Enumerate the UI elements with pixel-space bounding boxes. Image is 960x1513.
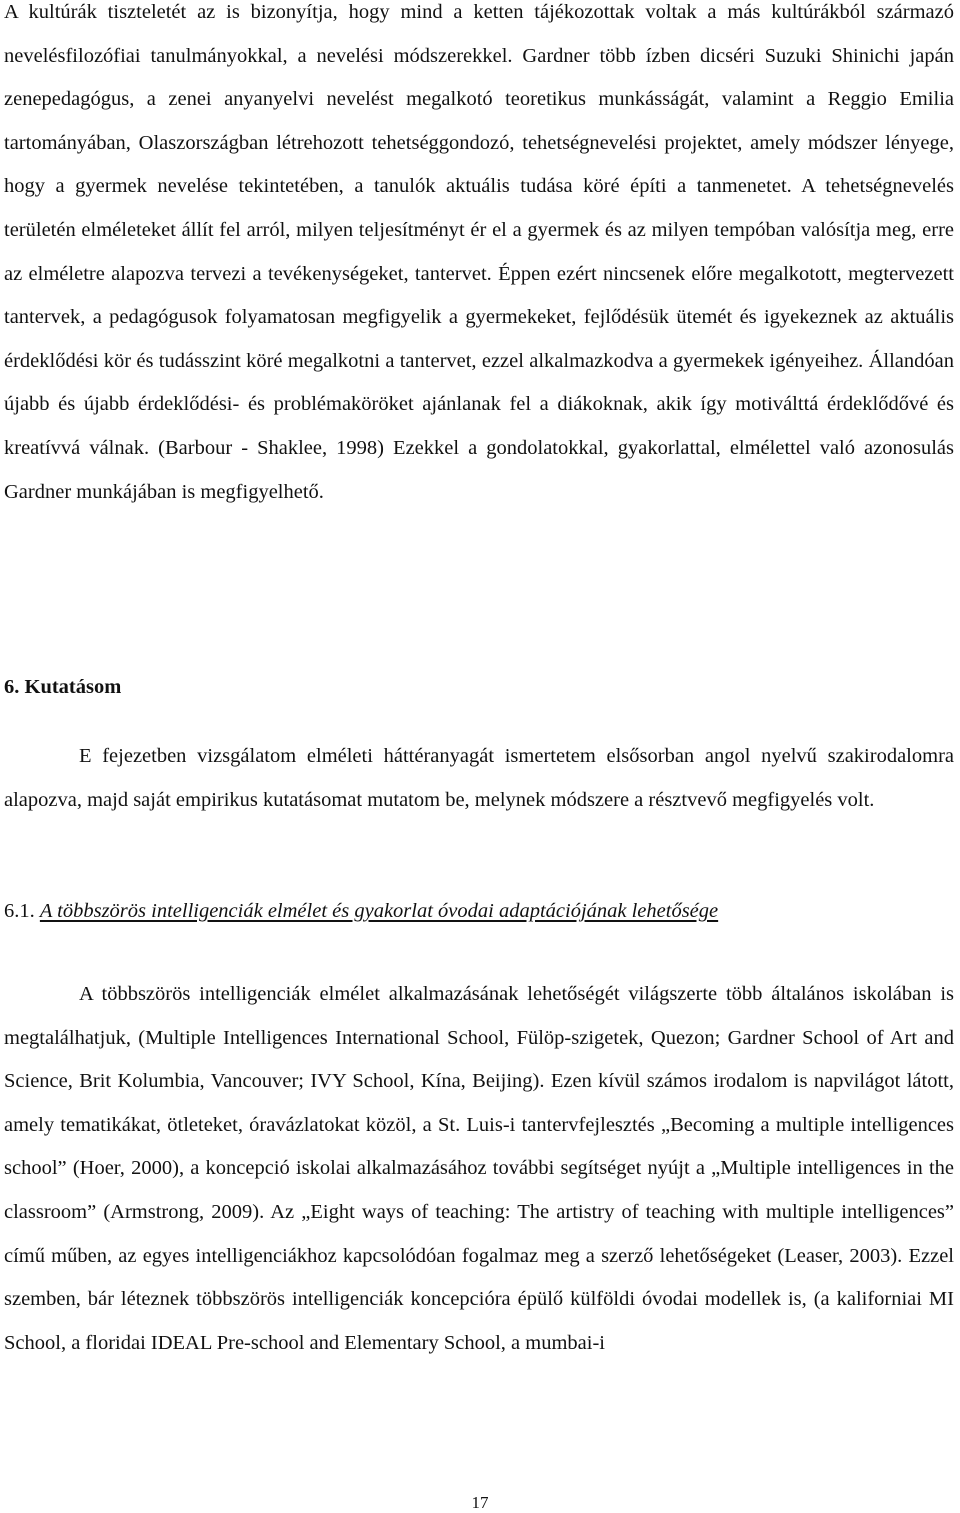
paragraph-3: A többszörös intelligenciák elmélet alkalmazásának lehetőségét világszerte több általános iskolában is megtalálhatjuk, (Multiple Intelligences International School, Fülöp-szigetek, Quezon; Gardner School of Art and Science, Brit Kolumbia, Vancouver; IVY School, Kína, Beijing). Ezen kívül számos irodalom is napvilágot látott, amely tematikákat, ötleteket, óravázlatokat közöl, a St. Luis-i tantervfejlesztés „Becoming a multiple intelligences school” (Hoer, 2000), a koncepció iskolai alkalmazásához további segítséget nyújt a „Multiple intelligences in the classroom” (Armstrong, 2009). Az „Eight ways of teaching: The artistry of teaching with multiple intelligences” című műben, az egyes intelligenciákhoz kapcsolódóan fogalmaz meg a szerző lehetőségeket (Leaser, 2003). Ezzel szemben, bár léteznek többszörös intelligenciák koncepcióra épülő külföldi óvodai modellek is, (a kaliforniai MI School, a floridai IDEAL Pre-school and Elementary School, a mumbai-i — [4, 983, 954, 1354]
subsection-heading-6-1 — [4, 900, 718, 923]
subsection-number: 6.1. — [4, 900, 35, 922]
page-number: 17 — [471, 1493, 489, 1512]
subsection-title: A többszörös intelligenciák elmélet és gyakorlat óvodai adaptációjának lehetősége — [39, 900, 719, 922]
paragraph-2: E fejezetben vizsgálatom elméleti háttéranyagát ismertetem elsősorban angol nyelvű szakirodalomra alapozva, majd saját empirikus kutatásomat mutatom be, melynek módszere a résztvevő megfigyelés volt. — [4, 745, 954, 811]
paragraph-1: A kultúrák tiszteletét az is bizonyítja, hogy mind a ketten tájékozottak voltak a más kultúrákból származó nevelésfilozófiai tanulmányokkal, a nevelési módszerekkel. Gardner több ízben dicséri Suzuki Shinichi japán zenepedagógus, a zenei anyanyelvi nevelést megalkotó teoretikus munkásságát, valamint a Reggio Emilia tartományában, Olaszországban létrehozott tehetséggondozó, tehetségnevelési projektet, amely módszer lényege, hogy a gyermek nevelése tekintetében, a tanulók aktuális tudása köré építi a tanmenetet. A tehetségnevelés területén elméleteket állít fel arról, milyen teljesítményt ér el a gyermek és az milyen tempóban valósítja meg, erre az elméletre alapozva tervezi a tevékenységeket, tantervet. Éppen ezért nincsenek előre megalkotott, megtervezett tantervek, a pedagógusok folyamatosan megfigyelik a gyermekeket, fejlődésük ütemét és igyekeznek az aktuális érdeklődési kör és tudásszint köré megalkotni a tantervet, ezzel alkalmazkodva a gyermekek igényeihez. Állandóan újabb és újabb érdeklődési- és problémaköröket ajánlanak fel a diákoknak, akik így motiválttá érdeklődővé és kreatívvá válnak. (Barbour - Shaklee, 1998) Ezekkel a gondolatokkal, gyakorlattal, elmélettel való azonosulás Gardner munkájában is megfigyelhető. — [4, 1, 954, 503]
section-heading-6: 6. Kutatásom — [4, 676, 122, 698]
